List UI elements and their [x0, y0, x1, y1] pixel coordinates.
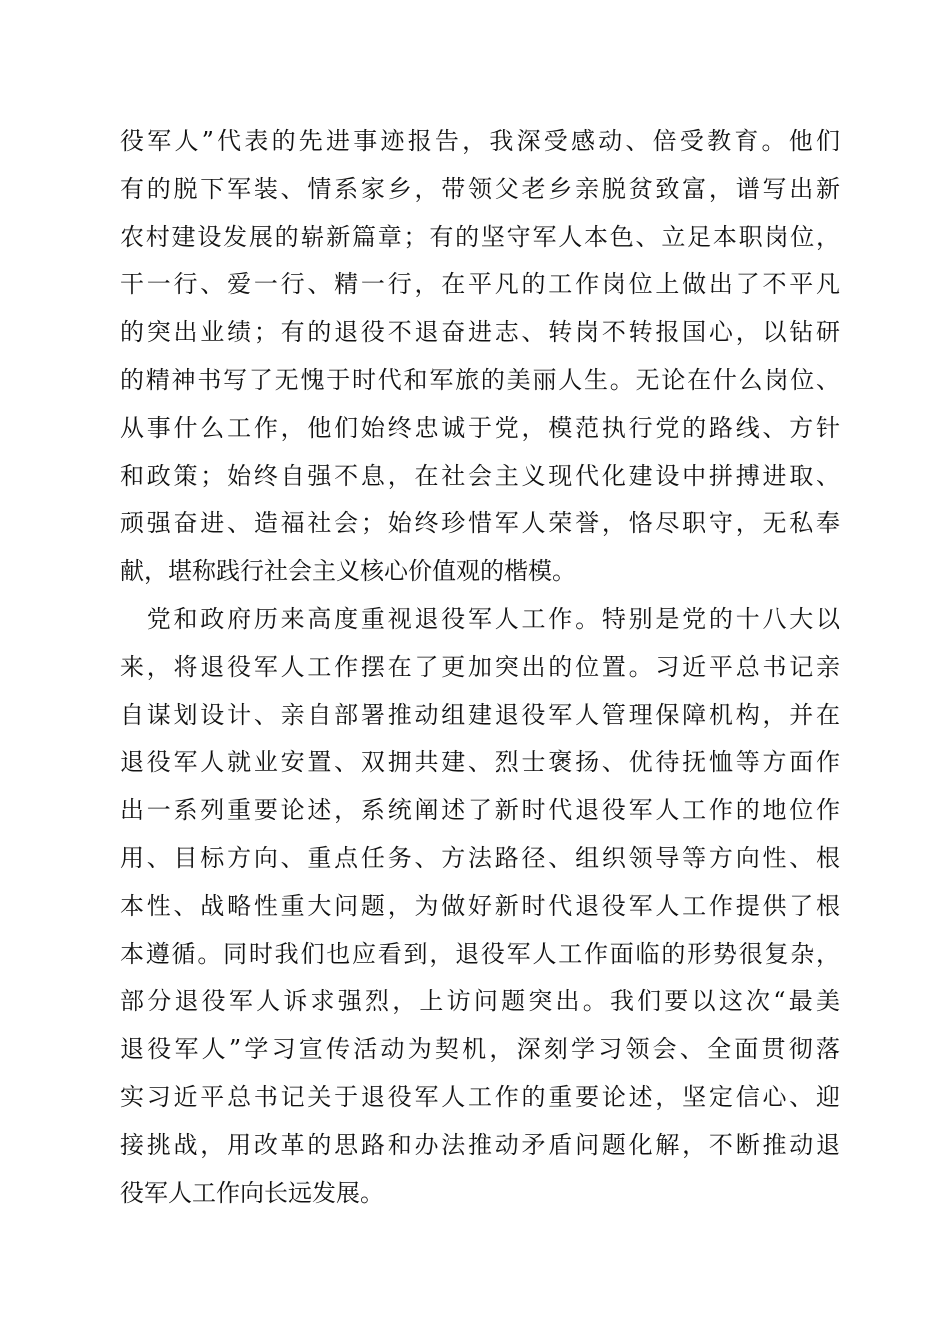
text-line: 和政策；始终自强不息，在社会主义现代化建设中拼搏进取、 [120, 461, 840, 490]
text-line: 实习近平总书记关于退役军人工作的重要论述，坚定信心、迎 [120, 1082, 840, 1111]
text-line: 的突出业绩；有的退役不退奋进志、转岗不转报国心，以钻研 [120, 318, 840, 347]
paragraph-1 [120, 118, 840, 596]
text-line: 退役军人就业安置、双拥共建、烈士褒扬、优待抚恤等方面作 [120, 748, 840, 777]
text-line: 有的脱下军装、情系家乡，带领父老乡亲脱贫致富，谱写出新 [120, 174, 840, 203]
text-line: 退役军人”学习宣传活动为契机，深刻学习领会、全面贯彻落 [120, 1035, 840, 1064]
text-line: 部分退役军人诉求强烈，上访问题突出。我们要以这次“最美 [120, 987, 840, 1016]
text-line: 顽强奋进、造福社会；始终珍惜军人荣誉，恪尽职守，无私奉 [120, 509, 840, 538]
text-line: 本性、战略性重大问题，为做好新时代退役军人工作提供了根 [120, 891, 840, 920]
text-line: 来，将退役军人工作摆在了更加突出的位置。习近平总书记亲 [120, 652, 840, 681]
text-line: 用、目标方向、重点任务、方法路径、组织领导等方向性、根 [120, 843, 840, 872]
text-line: 役军人工作向长远发展。 [120, 1178, 384, 1207]
text-line: 献，堪称践行社会主义核心价值观的楷模。 [120, 557, 576, 586]
text-line: 出一系列重要论述，系统阐述了新时代退役军人工作的地位作 [120, 796, 840, 825]
text-line: 的精神书写了无愧于时代和军旅的美丽人生。无论在什么岗位、 [120, 365, 840, 394]
text-line: 本遵循。同时我们也应看到，退役军人工作面临的形势很复杂， [120, 939, 840, 968]
text-line: 农村建设发展的崭新篇章；有的坚守军人本色、立足本职岗位， [120, 222, 840, 251]
text-line: 党和政府历来高度重视退役军人工作。特别是党的十八大以 [120, 604, 840, 633]
text-line: 役军人”代表的先进事迹报告，我深受感动、倍受教育。他们 [120, 127, 840, 155]
text-line: 干一行、爱一行、精一行，在平凡的工作岗位上做出了不平凡 [120, 270, 840, 299]
paragraph-2 [120, 596, 840, 1217]
text-line: 从事什么工作，他们始终忠诚于党，模范执行党的路线、方针 [120, 413, 840, 442]
text-line: 自谋划设计、亲自部署推动组建退役军人管理保障机构，并在 [120, 700, 840, 729]
document-body [120, 118, 840, 1217]
text-line: 接挑战，用改革的思路和办法推动矛盾问题化解，不断推动退 [120, 1130, 840, 1159]
